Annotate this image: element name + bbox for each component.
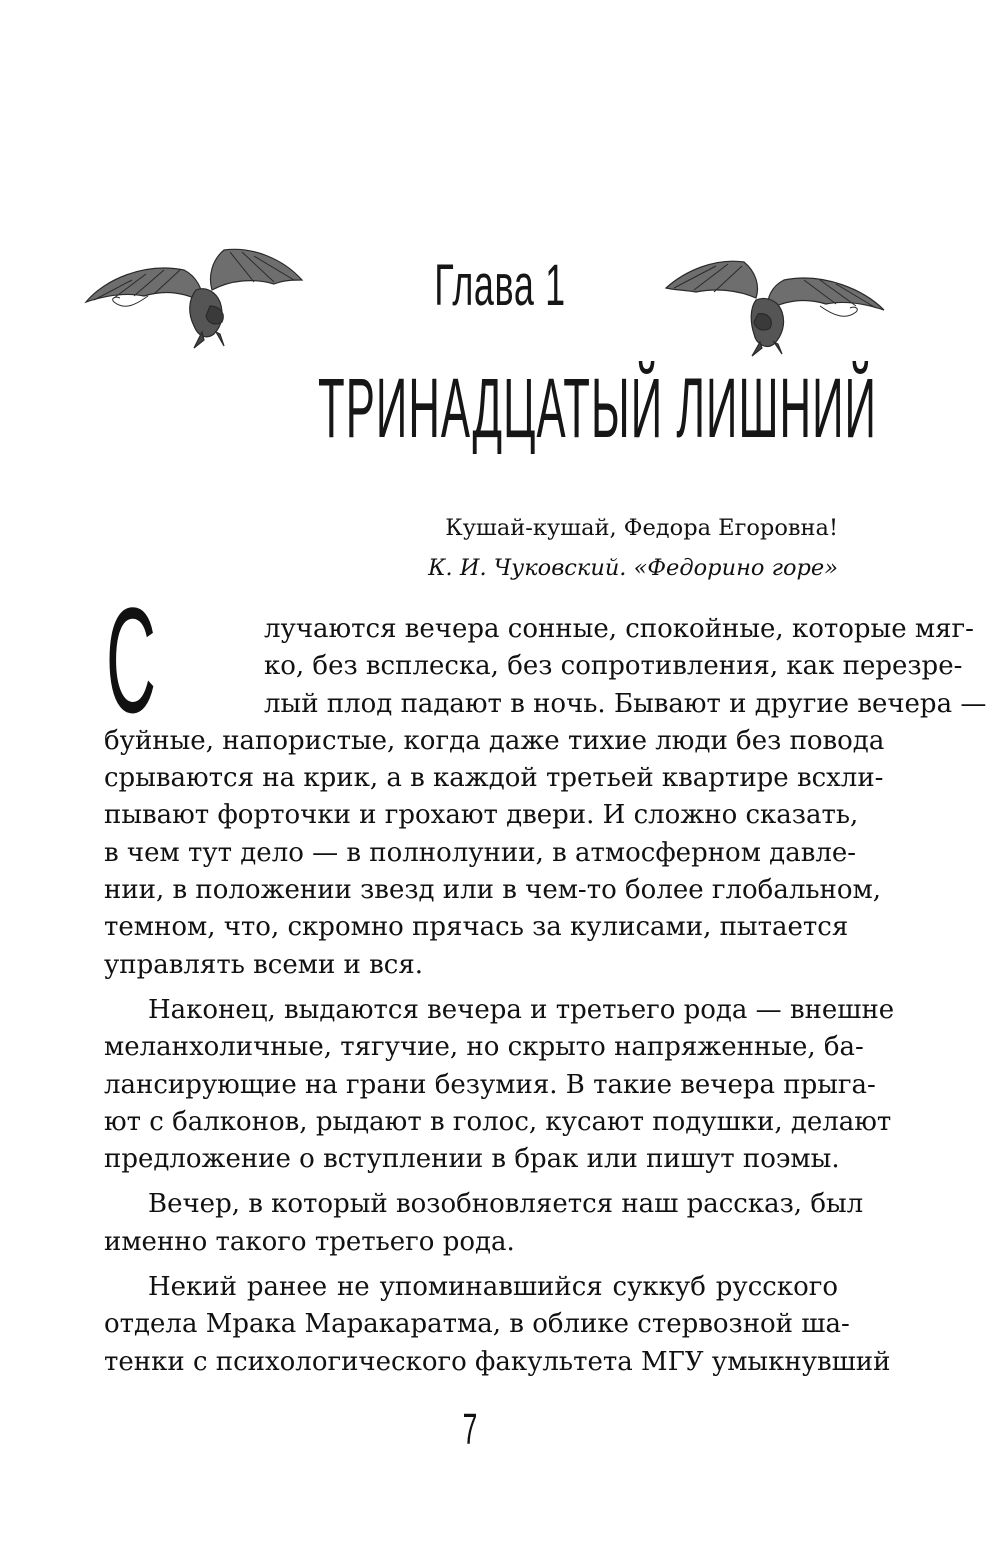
paragraph-4 [104,1269,891,1381]
text-line: лый плод падают в ночь. Бывают и другие вечера — [264,688,987,719]
epigraph [400,508,838,588]
body-text [104,611,987,1381]
chapter-label: Глава 1 [434,253,566,318]
text-line: предложение о вступлении в брак или пишут поэмы. [104,1144,840,1175]
text-line: Наконец, выдаются вечера и третьего рода — внешне [148,994,895,1025]
text-line: срываются на крик, а в каждой третьей квартире всхли- [104,763,884,794]
paragraph-1 [104,611,987,984]
epigraph-quote: Кушай-кушай, Федора Егоровна! [445,515,838,541]
text-line: меланхоличные, тягучие, но скрыто напряженные, ба- [104,1032,864,1063]
text-line: в чем тут дело — в полнолунии, в атмосферном давле- [104,837,857,868]
page-number: 7 [462,1405,478,1454]
text-line: пывают форточки и грохают двери. И сложно сказать, [104,800,859,831]
text-line: управлять всеми и вся. [104,949,423,980]
text-line: лансирующие на грани безумия. В такие вечера прыга- [104,1069,876,1100]
text-line: лучаются вечера сонные, спокойные, которые мяг- [264,614,974,644]
drop-cap-letter: С [106,576,156,744]
text-line: нии, в положении звезд или в чем-то более глобальном, [104,875,881,906]
text-line: ют с балконов, рыдают в голос, кусают подушки, делают [104,1106,892,1137]
text-line: темном, что, скромно прячась за кулисами, пытается [104,912,849,943]
text-line: тенки с психологического факультета МГУ умыкнувший [104,1346,891,1377]
text-line: ко, без всплеска, без сопротивления, как перезре- [264,651,963,682]
paragraph-2 [104,992,895,1178]
text-line: отдела Мрака Маракаратма, в облике стервозной ша- [104,1309,850,1340]
dragon-illustration-right [664,248,886,358]
text-line: Некий ранее не упоминавшийся суккуб русского [148,1272,838,1303]
dragon-illustration-left [84,240,304,350]
text-line: Вечер, в который возобновляется наш рассказ, был [148,1189,864,1220]
paragraph-3 [104,1186,864,1261]
text-line: именно такого третьего рода. [104,1226,515,1257]
epigraph-source: К. И. Чуковский. «Федорино горе» [428,555,838,581]
chapter-title: ТРИНАДЦАТЫЙ ЛИШНИЙ [318,361,877,455]
text-line: буйные, напористые, когда даже тихие люди без повода [104,725,885,756]
